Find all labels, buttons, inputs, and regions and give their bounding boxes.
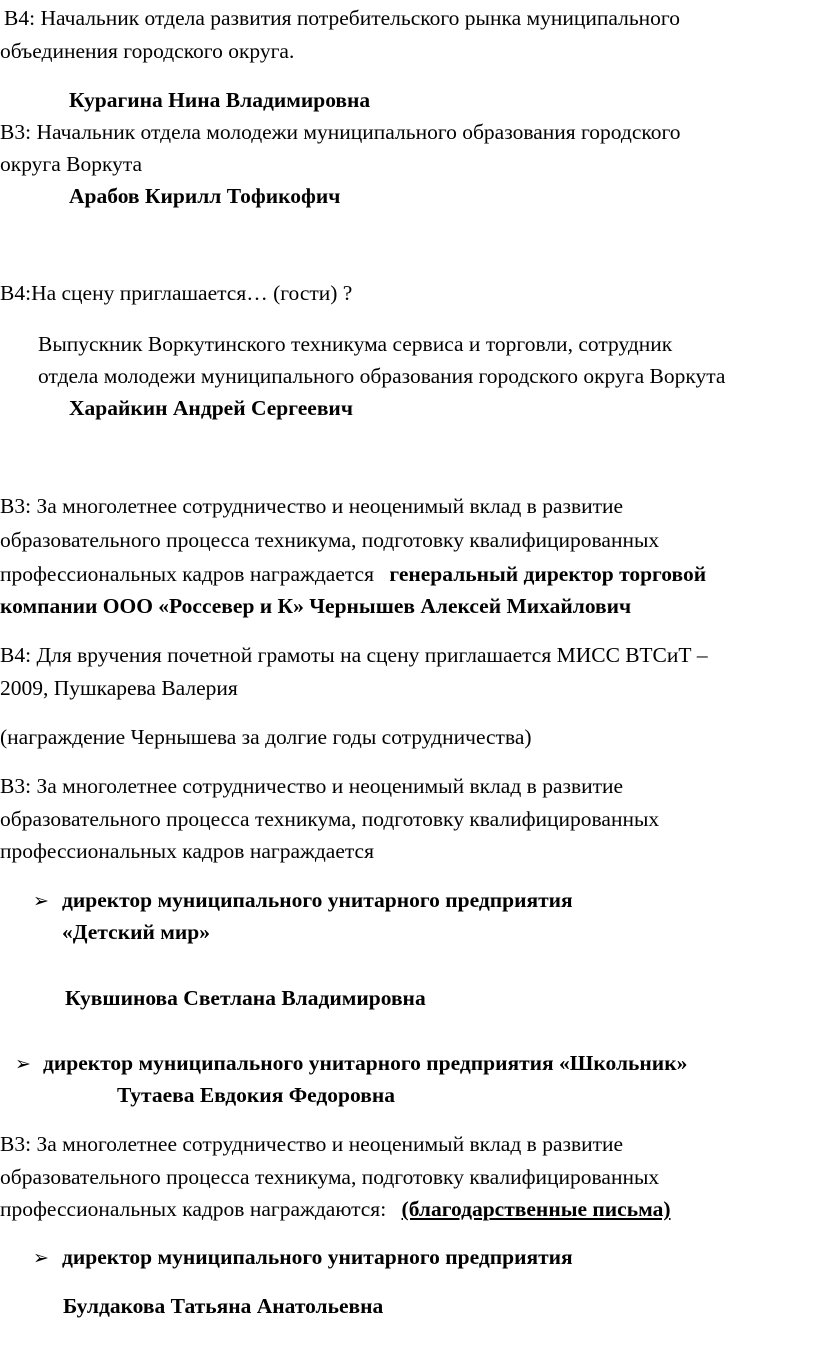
p2-name: Арабов Кирилл Тофикофич [69,184,341,208]
b3-line1: директор муниципального унитарного предприятия [62,1245,573,1269]
p6-line3: профессиональных кадров награждается [0,839,374,863]
b1-line1: директор муниципального унитарного предприятия [62,888,573,912]
p2-line2: округа Воркута [0,152,143,176]
b2-line1: директор муниципального унитарного предприятия «Школьник» [43,1051,688,1075]
p1-name: Курагина Нина Владимировна [69,88,371,112]
p6-line2: образовательного процесса техникума, подготовку квалифицированных [0,807,660,831]
p3-line2: Выпускник Воркутинского техникума сервиса и торговли, сотрудник [38,332,673,356]
p7-line3-bold: (благодарственные письма) [401,1197,671,1221]
bullet-arrow-icon: ➢ [33,1247,49,1269]
p7-line2: образовательного процесса техникума, подготовку квалифицированных [0,1165,660,1189]
p5-line2: 2009, Пушкарева Валерия [0,676,238,700]
b2-name: Тутаева Евдокия Федоровна [117,1083,395,1107]
bullet-arrow-icon: ➢ [33,890,49,912]
p3-line3: отдела молодежи муниципального образования городского округа Воркута [38,364,726,388]
p4-line3-normal: профессиональных кадров награждается [0,562,374,586]
p7-line3 [0,1199,671,1221]
p6-line1: В3: За многолетнее сотрудничество и неоценимый вклад в развитие [0,774,624,798]
bullet-arrow-icon: ➢ [15,1053,31,1075]
p4-line4: компании ООО «Россевер и К» Чернышев Алексей Михайлович [0,594,632,618]
p4-line3 [0,564,706,586]
p7-line3-normal: профессиональных кадров награждаются: [0,1197,387,1221]
p4-line1: В3: За многолетнее сотрудничество и неоценимый вклад в развитие [0,494,624,518]
b1-line2: «Детский мир» [62,920,210,944]
p7-line1: В3: За многолетнее сотрудничество и неоценимый вклад в развитие [0,1132,624,1156]
p5-line3: (награждение Чернышева за долгие годы сотрудничества) [0,725,532,749]
b3-name: Булдакова Татьяна Анатольевна [63,1294,384,1318]
p4-line2: образовательного процесса техникума, подготовку квалифицированных [0,528,660,552]
p2-line1: В3: Начальник отдела молодежи муниципального образования городского [0,120,681,144]
p1-line1: В4: Начальник отдела развития потребительского рынка муниципального [4,6,680,30]
p5-line1: В4: Для вручения почетной грамоты на сцену приглашается МИСС ВТСиТ – [0,643,708,667]
p3-name: Харайкин Андрей Сергеевич [69,396,353,420]
b1-name: Кувшинова Светлана Владимировна [65,986,426,1010]
p4-line3-bold: генеральный директор торговой [389,562,707,586]
p3-line1: В4:На сцену приглашается… (гости) ? [0,281,353,305]
p1-line2: объединения городского округа. [0,39,295,63]
